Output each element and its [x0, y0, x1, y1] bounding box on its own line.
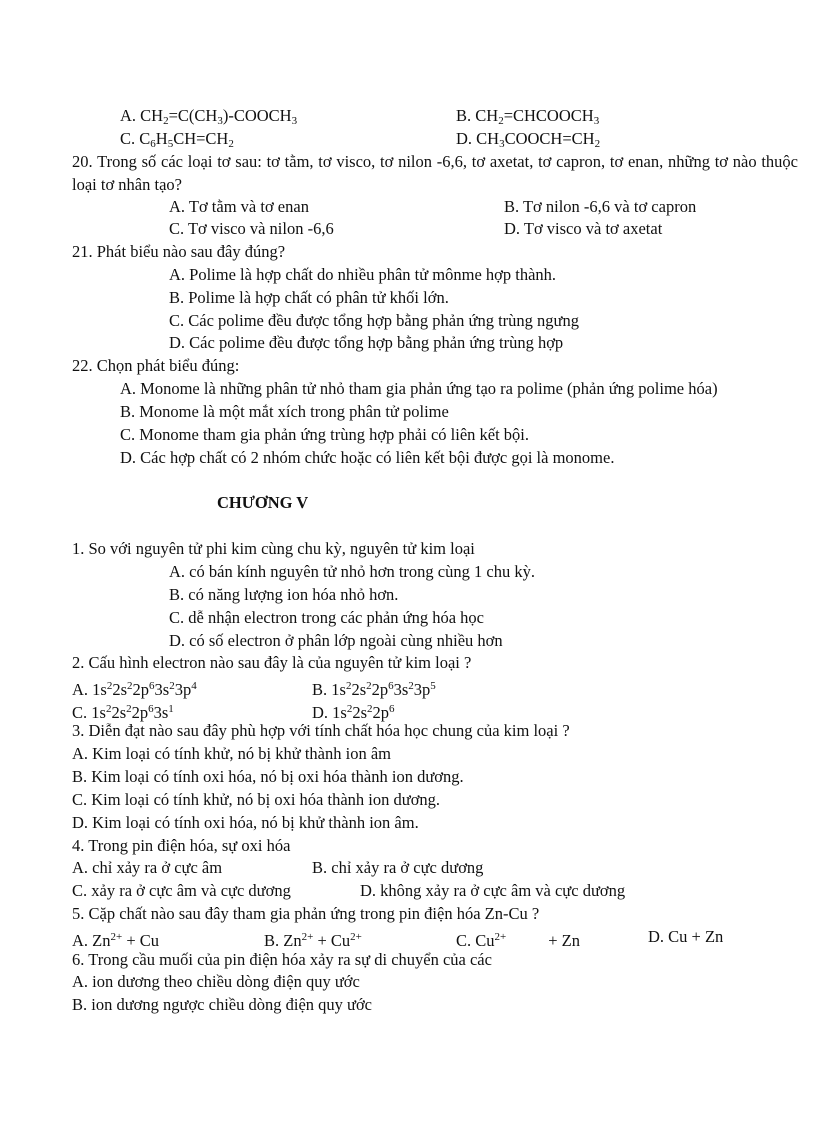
- q20-text: 20. Trong số các loại tơ sau: tơ tằm, tơ visco, tơ nilon -6,6, tơ axetat, tơ capron, tơ enan, những tơ nào thuộc loại tơ nhân tạo?: [72, 152, 798, 194]
- c3-text: 3. Diễn đạt nào sau đây phù hợp với tính chất hóa học chung của kim loại ?: [72, 721, 570, 740]
- c4-text: 4. Trong pin điện hóa, sự oxi hóa: [72, 836, 291, 855]
- c4-option-a: A. chỉ xảy ra ở cực âm: [72, 858, 223, 877]
- c2-option-d: D. $1s^22s^22p^6$: [312, 703, 395, 722]
- q20-option-c: C. Tơ visco và nilon -6,6: [169, 219, 334, 238]
- c5-option-d: D. Cu + Zn: [648, 927, 724, 946]
- q21-text: 21. Phát biểu nào sau đây đúng?: [72, 242, 286, 261]
- c2-option-c: C. $1s^22s^22p^63s^1$: [72, 703, 174, 722]
- c1-option-b: B. có năng lượng ion hóa nhỏ hơn.: [169, 585, 399, 604]
- c3-option-c: C. Kim loại có tính khử, nó bị oxi hóa thành ion dương.: [72, 790, 441, 809]
- q22-option-d: D. Các hợp chất có 2 nhóm chức hoặc có liên kết bội được gọi là monome.: [120, 448, 615, 467]
- c1-option-a: A. có bán kính nguyên tử nhỏ hơn trong cùng 1 chu kỳ.: [169, 562, 535, 581]
- q21-option-c: C. Các polime đều được tổng hợp bằng phản ứng trùng ngưng: [169, 311, 579, 330]
- q22-option-a: A. Monome là những phân tử nhỏ tham gia phản ứng tạo ra polime (phản ứng polime hóa): [120, 379, 718, 398]
- q19-option-d: D. $CH_3COOCH=CH_2$: [456, 129, 601, 150]
- c5-option-c: C. $Cu^{2+} + Zn$: [456, 931, 580, 950]
- c4-option-d: D. không xảy ra ở cực âm và cực dương: [360, 881, 626, 900]
- c3-option-b: B. Kim loại có tính oxi hóa, nó bị oxi hóa thành ion dương.: [72, 767, 464, 786]
- c1-option-c: C. dễ nhận electron trong các phản ứng hóa học: [169, 608, 484, 627]
- c2-option-b: B. $1s^22s^22p^63s^23p^5$: [312, 680, 436, 699]
- q22-text: 22. Chọn phát biểu đúng:: [72, 356, 240, 375]
- q19-option-c: C. $C_6H_5CH=CH_2$: [120, 129, 234, 150]
- c6-option-b: B. ion dương ngược chiều dòng điện quy ước: [72, 995, 373, 1014]
- c5-option-a: A. $Zn^{2+} + Cu$: [72, 931, 160, 950]
- c2-text: 2. Cấu hình electron nào sau đây là của nguyên tử kim loại ?: [72, 653, 472, 672]
- c4-option-c: C. xảy ra ở cực âm và cực dương: [72, 881, 291, 900]
- q20-option-b: B. Tơ nilon -6,6 và tơ capron: [504, 197, 697, 216]
- c6-text: 6. Trong cầu muối của pin điện hóa xảy ra sự di chuyển của các: [72, 950, 492, 969]
- c1-text: 1. So với nguyên tử phi kim cùng chu kỳ, nguyên tử kim loại: [72, 539, 475, 558]
- c6-option-a: A. ion dương theo chiều dòng điện quy ước: [72, 972, 360, 991]
- q22-option-c: C. Monome tham gia phản ứng trùng hợp phải có liên kết bội.: [120, 425, 530, 444]
- q21-option-a: A. Polime là hợp chất do nhiều phân tử mônme hợp thành.: [169, 265, 557, 284]
- q21-option-d: D. Các polime đều được tổng hợp bằng phản ứng trùng hợp: [169, 333, 564, 352]
- q20-option-d: D. Tơ visco và tơ axetat: [504, 219, 663, 238]
- q19-option-b: B. $CH_2=CHCOOCH_3$: [456, 106, 600, 127]
- c3-option-a: A. Kim loại có tính khử, nó bị khử thành ion âm: [72, 744, 391, 763]
- c5-text: 5. Cặp chất nào sau đây tham gia phản ứng trong pin điện hóa Zn-Cu ?: [72, 904, 540, 923]
- q20-option-a: A. Tơ tằm và tơ enan: [169, 197, 309, 216]
- c5-option-b: B. $Zn^{2+} + Cu^{2+}$: [264, 931, 362, 950]
- chapter-title: CHƯƠNG V: [217, 493, 309, 512]
- q21-option-b: B. Polime là hợp chất có phân tử khối lớn.: [169, 288, 449, 307]
- q19-option-a: A. $CH_2=C(CH_3)-COOCH_3$: [120, 106, 298, 127]
- c4-option-b: B. chỉ xảy ra ở cực dương: [312, 858, 484, 877]
- c3-option-d: D. Kim loại có tính oxi hóa, nó bị khử thành ion âm.: [72, 813, 419, 832]
- q22-option-b: B. Monome là một mắt xích trong phân tử polime: [120, 402, 449, 421]
- c2-option-a: A. $1s^22s^22p^63s^23p^4$: [72, 680, 197, 699]
- c1-option-d: D. có số electron ở phân lớp ngoài cùng nhiều hơn: [169, 631, 503, 650]
